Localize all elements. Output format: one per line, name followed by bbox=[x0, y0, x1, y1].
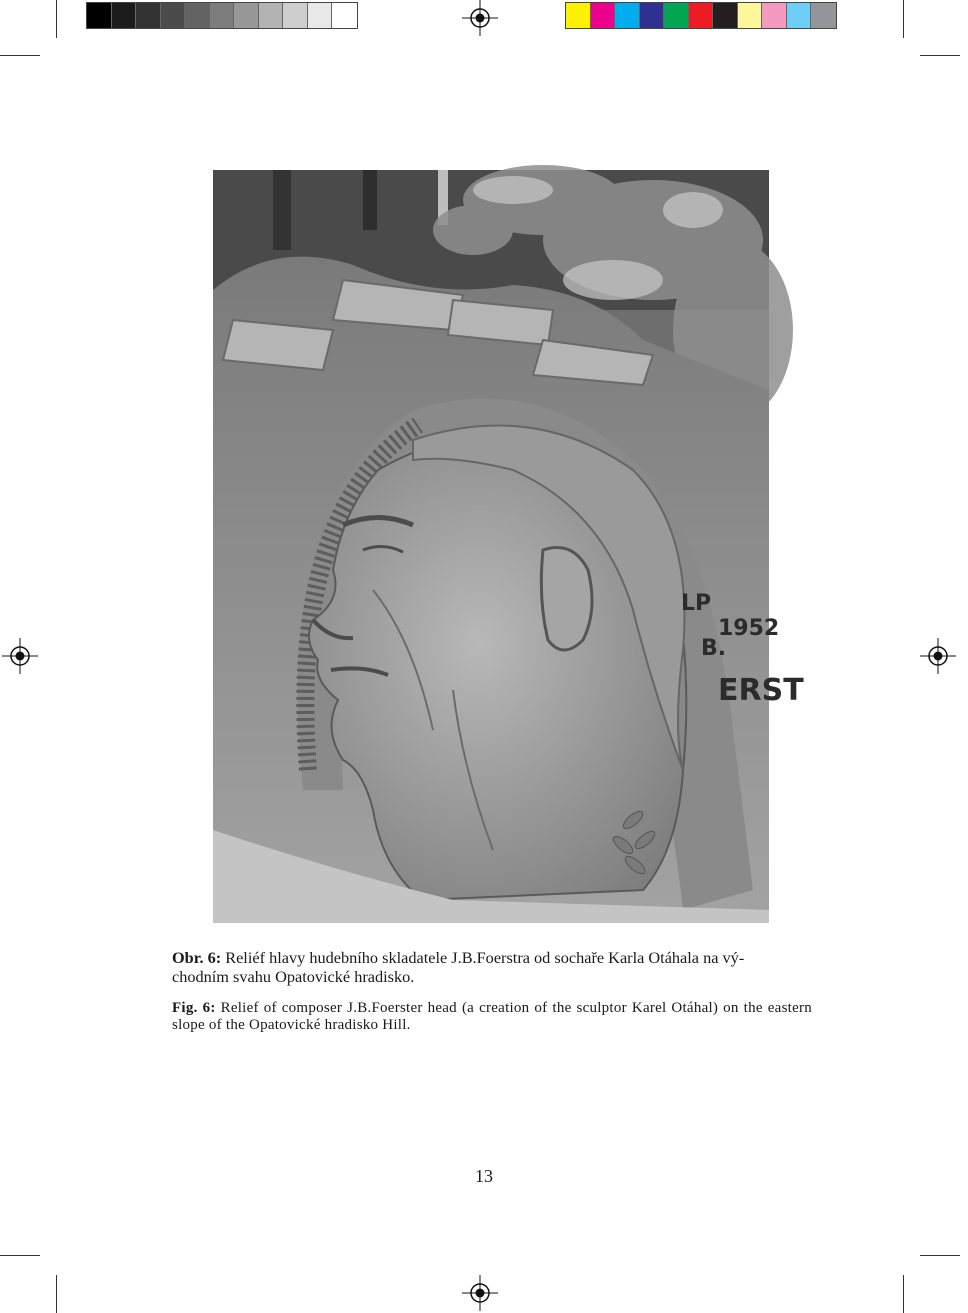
color-swatch bbox=[308, 3, 333, 28]
crop-mark bbox=[920, 55, 960, 56]
color-swatch bbox=[689, 3, 714, 28]
caption-czech bbox=[172, 948, 812, 986]
color-calibration-strip bbox=[565, 2, 837, 29]
caption-text: chodním svahu Opatovické hradisko. bbox=[172, 967, 415, 986]
registration-mark-icon bbox=[462, 0, 498, 36]
color-swatch bbox=[161, 3, 186, 28]
crop-mark bbox=[903, 0, 904, 38]
color-swatch bbox=[811, 3, 836, 28]
carved-text: B. bbox=[701, 636, 727, 661]
registration-mark-icon bbox=[2, 638, 38, 674]
color-swatch bbox=[283, 3, 308, 28]
color-swatch bbox=[762, 3, 787, 28]
color-swatch bbox=[87, 3, 112, 28]
page-number: 13 bbox=[475, 1166, 493, 1186]
crop-mark bbox=[0, 55, 40, 56]
crop-mark bbox=[0, 1255, 40, 1256]
caption-text: Relief of composer J.B.Foerster head (a creation of the sculptor Karel Otáhal) on the eastern slope of the Opatovické hradisko Hill. bbox=[172, 1000, 812, 1033]
caption-label: Fig. 6: bbox=[172, 1000, 216, 1016]
relief-photograph bbox=[213, 170, 804, 923]
color-swatch bbox=[136, 3, 161, 28]
caption-english bbox=[172, 1000, 812, 1033]
crop-mark bbox=[56, 1275, 57, 1313]
color-swatch bbox=[566, 3, 591, 28]
color-swatch bbox=[640, 3, 665, 28]
carved-text: LP bbox=[681, 591, 712, 616]
color-swatch bbox=[591, 3, 616, 28]
carved-text: 1952 bbox=[718, 616, 780, 641]
crop-mark bbox=[920, 1255, 960, 1256]
gray-calibration-strip bbox=[86, 2, 358, 29]
color-swatch bbox=[787, 3, 812, 28]
color-swatch bbox=[615, 3, 640, 28]
color-swatch bbox=[738, 3, 763, 28]
crop-mark bbox=[56, 0, 57, 38]
color-swatch bbox=[234, 3, 259, 28]
caption-text: Reliéf hlavy hudebního skladatele J.B.Foerstra od sochaře Karla Otáhala na vý- bbox=[221, 948, 745, 967]
color-swatch bbox=[259, 3, 284, 28]
relief-illustration bbox=[213, 170, 804, 923]
crop-mark bbox=[903, 1275, 904, 1313]
registration-mark-icon bbox=[920, 638, 956, 674]
color-swatch bbox=[210, 3, 235, 28]
carved-text: ERST bbox=[718, 673, 804, 708]
color-swatch bbox=[185, 3, 210, 28]
color-swatch bbox=[112, 3, 137, 28]
caption-label: Obr. 6: bbox=[172, 948, 222, 967]
color-swatch bbox=[664, 3, 689, 28]
registration-mark-icon bbox=[462, 1275, 498, 1311]
color-swatch bbox=[713, 3, 738, 28]
color-swatch bbox=[332, 3, 357, 28]
